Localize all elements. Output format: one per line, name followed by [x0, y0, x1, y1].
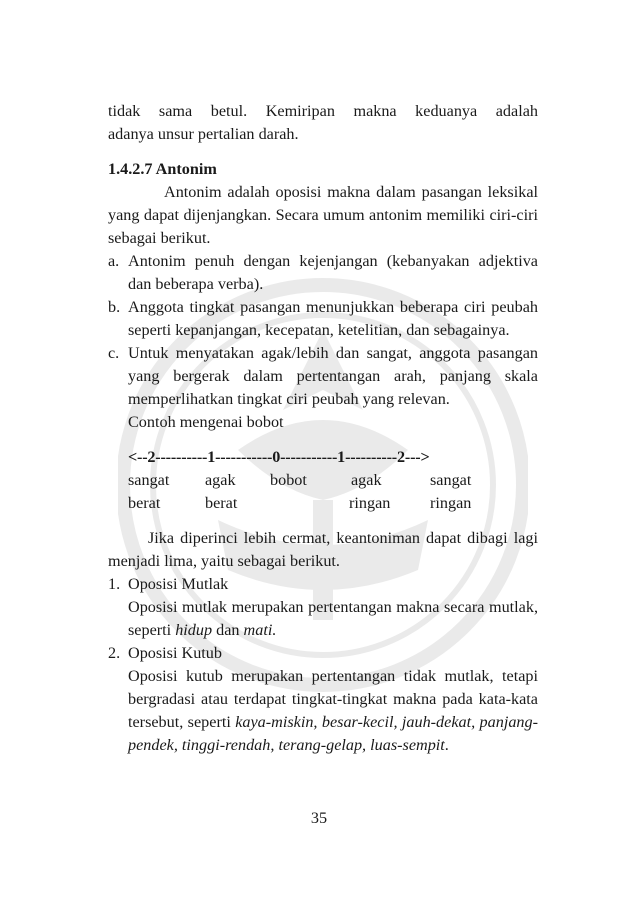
paragraph-antonim-definition: Antonim adalah oposisi makna dalam pasangan leksikal yang dapat dijenjangkan. Secara umum antonim memiliki ciri-ciri sebagai berikut. — [108, 183, 538, 247]
numbered-item-1 — [108, 573, 538, 596]
scale-label: ringan — [349, 494, 391, 512]
weight-scale-line: <--2----------1-----------0-----------1----------2---> — [128, 448, 430, 466]
scale-label: berat — [128, 494, 161, 512]
example-label: Contoh mengenai bobot — [128, 413, 284, 431]
scale-row-bottom — [108, 492, 538, 515]
scale-label: berat — [205, 494, 238, 512]
numbered-item-title: Oposisi Mutlak — [128, 575, 229, 593]
body-text: Oposisi mutlak merupakan pertentangan makna secara mutlak, seperti — [128, 598, 538, 639]
list-marker: c. — [108, 344, 120, 362]
paragraph-classification: Jika diperinci lebih cermat, keantoniman dapat dibagi lagi menjadi lima, yaitu sebagai berikut. — [108, 529, 538, 570]
body-text: dan — [212, 621, 244, 639]
intro-line-2: adanya unsur pertalian darah. — [108, 125, 299, 143]
body-text: Oposisi kutub merupakan pertentangan tidak mutlak, tetapi bergradasi atau terdapat tingkat-tingkat makna pada kata-kata tersebut, seperti — [128, 667, 538, 731]
list-item-b — [108, 296, 538, 342]
document-page — [108, 100, 538, 757]
page-number: 35 — [310, 809, 328, 827]
example-word: hidup — [175, 621, 213, 639]
scale-label: sangat — [430, 471, 472, 489]
list-item-text: Antonim penuh dengan kejenjangan (kebanyakan adjektiva dan beberapa verba). — [128, 252, 538, 293]
numbered-item-body — [108, 596, 538, 642]
list-marker: a. — [108, 252, 120, 270]
body-text: . — [444, 736, 449, 754]
list-marker: 1. — [108, 575, 121, 593]
numbered-item-title: Oposisi Kutub — [128, 644, 222, 662]
scale-row-top — [108, 469, 538, 492]
scale-label: bobot — [270, 471, 307, 489]
list-marker: 2. — [108, 644, 121, 662]
numbered-item-2 — [108, 642, 538, 665]
section-heading: 1.4.2.7 Antonim — [108, 160, 217, 178]
list-item-text: Anggota tingkat pasangan menunjukkan beberapa ciri peubah seperti kepanjangan, kecepatan, ketelitian, dan sebagainya. — [128, 298, 538, 339]
intro-line-1: tidak sama betul. Kemiripan makna keduanya adalah — [108, 102, 538, 120]
scale-label: agak — [205, 471, 236, 489]
example-word: mati. — [243, 621, 277, 639]
list-item-c — [108, 342, 538, 411]
scale-label: sangat — [128, 471, 170, 489]
scale-label: ringan — [430, 494, 472, 512]
numbered-item-body — [108, 665, 538, 757]
list-marker: b. — [108, 298, 121, 316]
list-item-a — [108, 250, 538, 296]
scale-label: agak — [351, 471, 382, 489]
list-item-text: Untuk menyatakan agak/lebih dan sangat, anggota pasangan yang bergerak dalam pertentangan arah, panjang skala memperlihatkan tingkat ciri peubah yang relevan. — [128, 344, 538, 408]
example-words: kaya-miskin, besar-kecil, jauh-dekat, panjang-pendek, tinggi-rendah, terang-gelap, luas-sempit — [128, 713, 538, 754]
